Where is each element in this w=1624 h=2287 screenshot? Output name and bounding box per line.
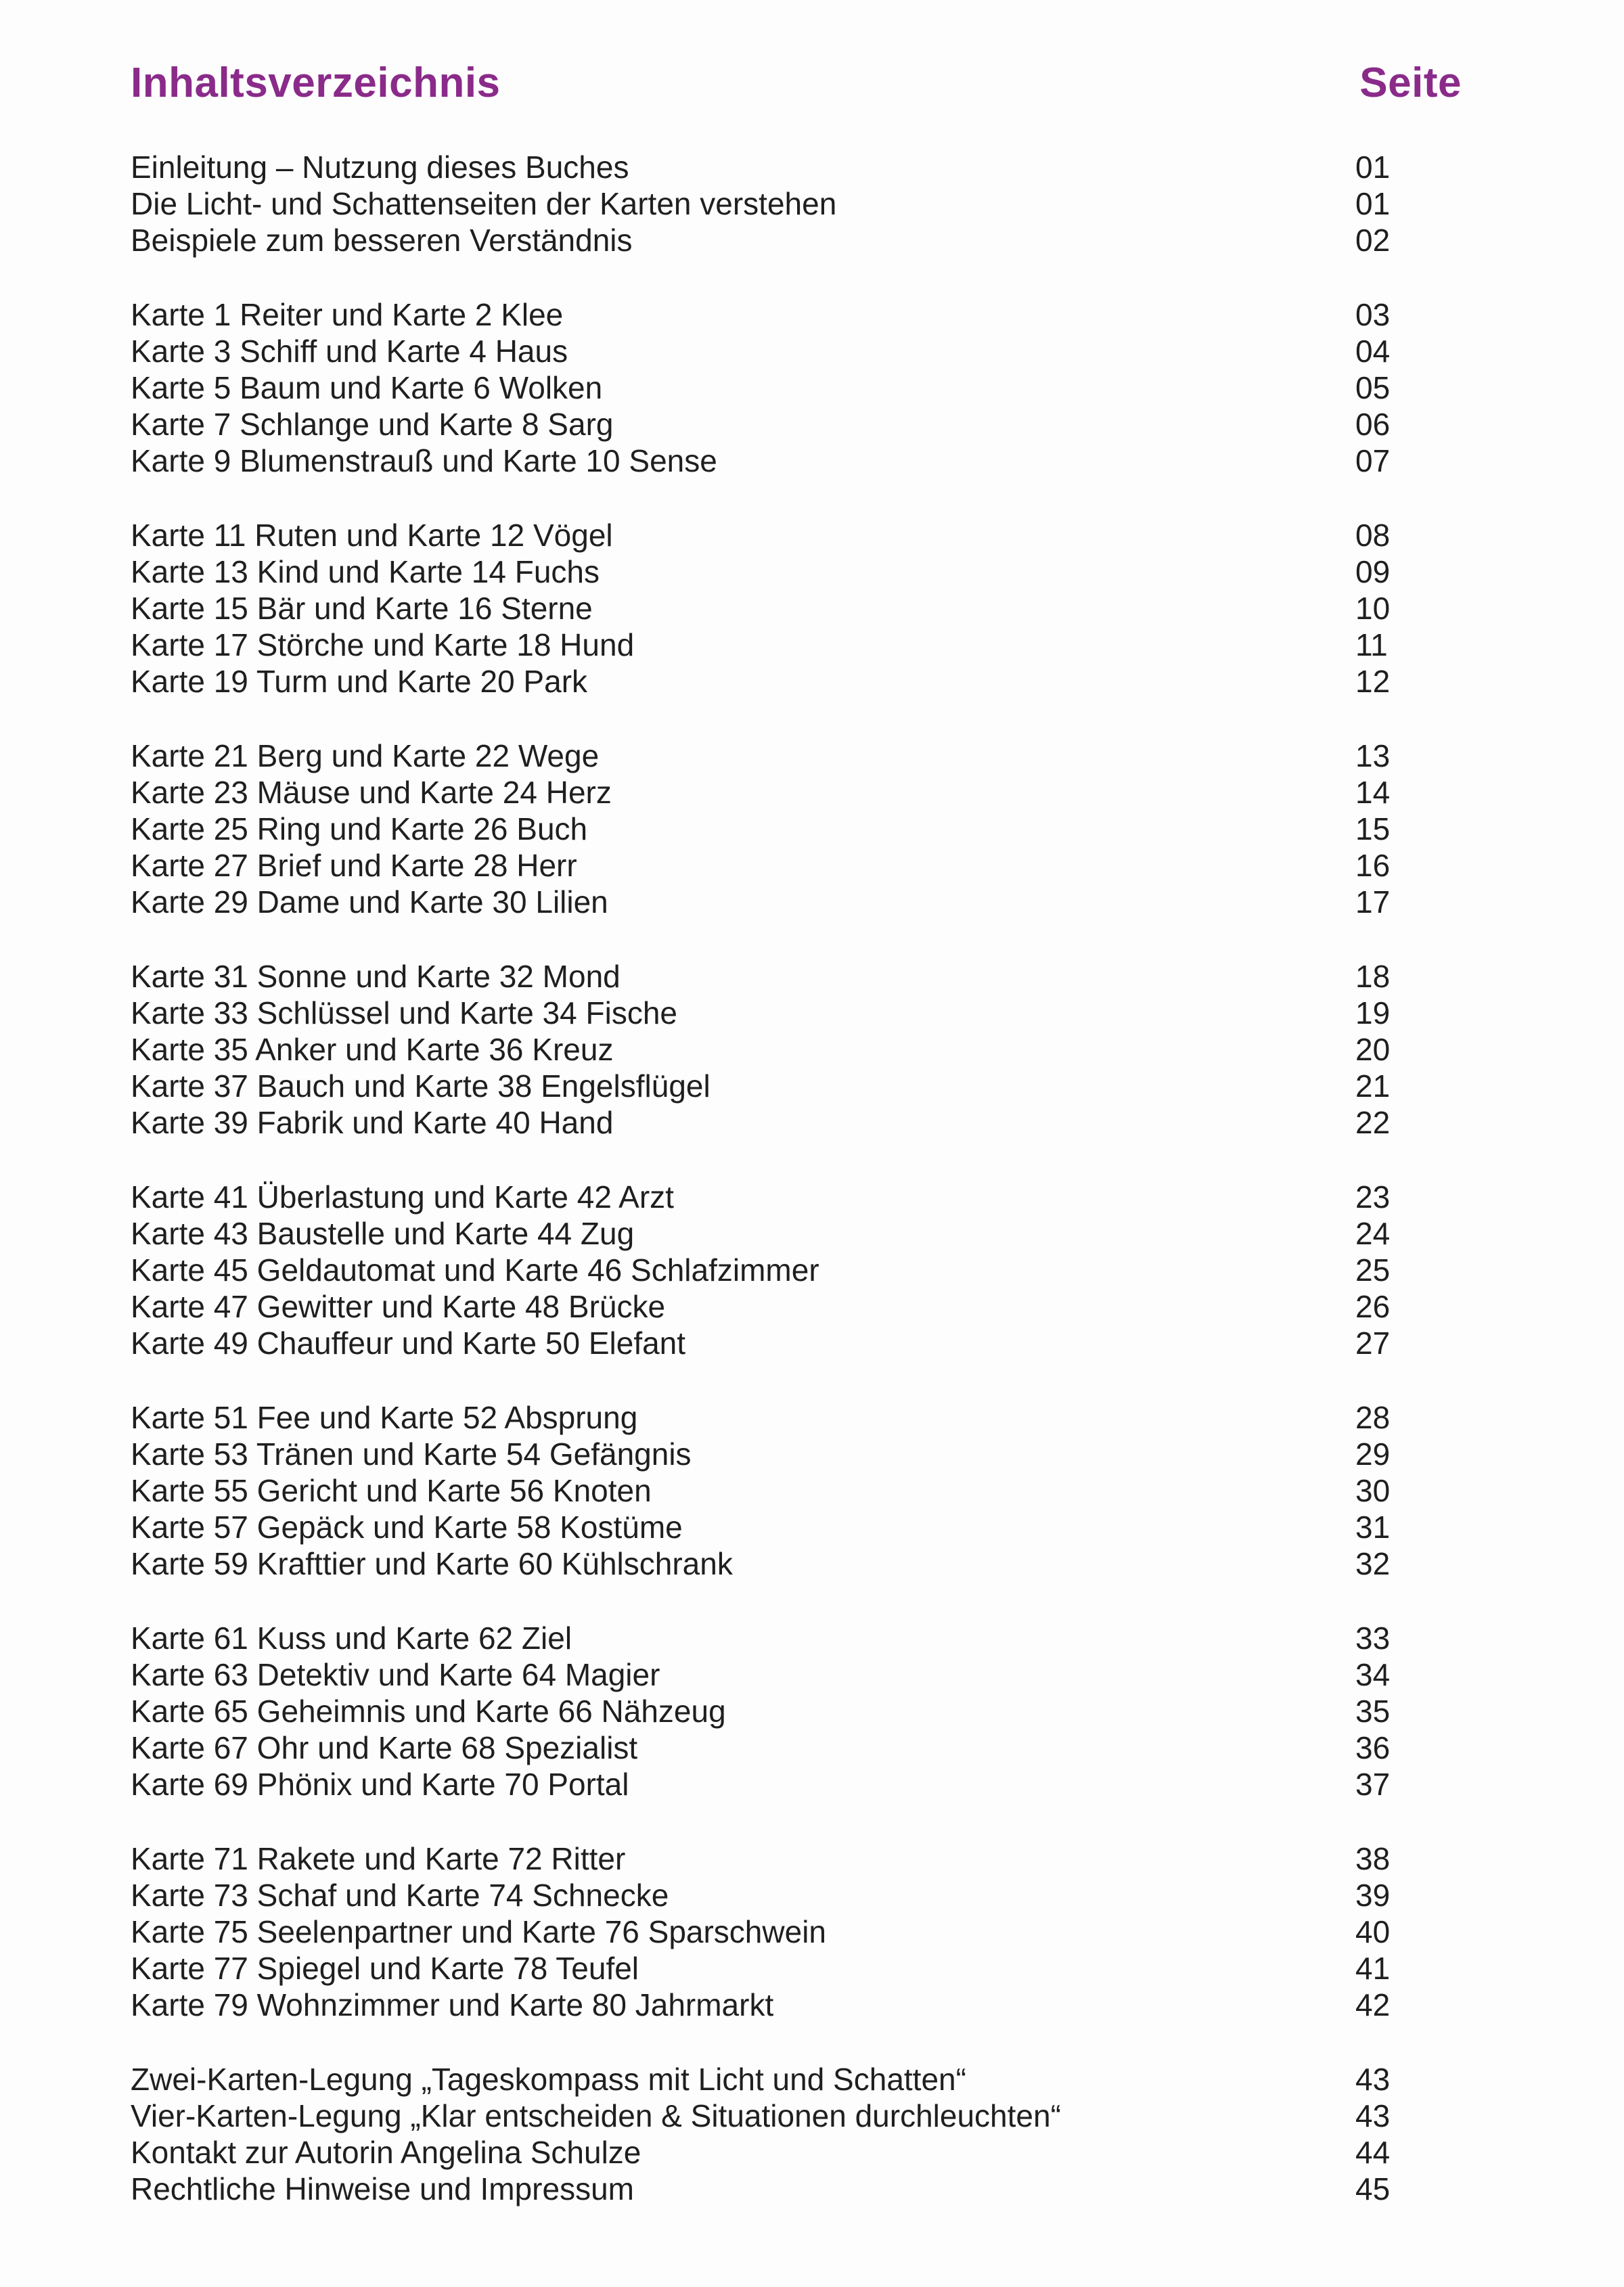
toc-entry-page-number: 03: [1355, 297, 1391, 332]
toc-entry-page-number: 32: [1355, 1546, 1391, 1581]
toc-entry: [131, 1620, 1462, 1656]
toc-entry-label: Beispiele zum besseren Verständnis: [131, 223, 633, 258]
toc-entry-label: Karte 35 Anker und Karte 36 Kreuz: [131, 1032, 614, 1067]
toc-entry-page-number: 15: [1355, 811, 1391, 846]
toc-entry-label: Karte 33 Schlüssel und Karte 34 Fische: [131, 995, 678, 1031]
toc-entry: [131, 1987, 1462, 2023]
toc-entry-page-number: 34: [1355, 1657, 1391, 1692]
toc-entry-page-number: 44: [1355, 2135, 1391, 2170]
toc-entry-label: Karte 65 Geheimnis und Karte 66 Nähzeug: [131, 1694, 726, 1729]
toc-entry-page-number: 19: [1355, 995, 1391, 1031]
toc-entry-label: Karte 31 Sonne und Karte 32 Mond: [131, 959, 621, 994]
toc-entry-label: Karte 17 Störche und Karte 18 Hund: [131, 627, 635, 662]
toc-entry-label: Karte 47 Gewitter und Karte 48 Brücke: [131, 1289, 666, 1324]
toc-entry-label: Karte 15 Bär und Karte 16 Sterne: [131, 591, 593, 626]
toc-group: [131, 738, 1462, 920]
toc-entry-page-number: 39: [1355, 1878, 1391, 1913]
toc-entry-label: Karte 57 Gepäck und Karte 58 Kostüme: [131, 1510, 683, 1545]
toc-entry-page-number: 12: [1355, 664, 1391, 699]
toc-entry-page-number: 04: [1355, 334, 1391, 369]
toc-entry-page-number: 13: [1355, 738, 1391, 773]
toc-entry-label: Karte 41 Überlastung und Karte 42 Arzt: [131, 1179, 674, 1215]
toc-entry: [131, 1729, 1462, 1766]
toc-entry-page-number: 08: [1355, 518, 1391, 553]
toc-entry: [131, 1068, 1462, 1104]
toc-entry: [131, 1840, 1462, 1877]
page-title: Inhaltsverzeichnis: [131, 60, 501, 106]
toc-entry: [131, 884, 1462, 920]
toc-entry-page-number: 06: [1355, 407, 1391, 442]
toc-entry: [131, 811, 1462, 847]
toc-entry-page-number: 35: [1355, 1694, 1391, 1729]
toc-entry-label: Karte 45 Geldautomat und Karte 46 Schlafzimmer: [131, 1252, 819, 1288]
toc-entry-page-number: 36: [1355, 1730, 1391, 1765]
toc-entry-page-number: 07: [1355, 443, 1391, 478]
toc-entry: [131, 627, 1462, 663]
toc-entry: [131, 663, 1462, 700]
toc-entry-page-number: 18: [1355, 959, 1391, 994]
toc-entry-label: Karte 23 Mäuse und Karte 24 Herz: [131, 775, 612, 810]
toc-entry: [131, 517, 1462, 553]
toc-entry-page-number: 43: [1355, 2098, 1391, 2133]
toc-entry-page-number: 20: [1355, 1032, 1391, 1067]
toc-entry-label: Karte 53 Tränen und Karte 54 Gefängnis: [131, 1436, 692, 1472]
toc-entry-page-number: 05: [1355, 370, 1391, 405]
toc-entry-page-number: 29: [1355, 1436, 1391, 1472]
toc-entry: [131, 1656, 1462, 1693]
toc-entry: [131, 222, 1462, 258]
toc-entry-label: Kontakt zur Autorin Angelina Schulze: [131, 2135, 641, 2170]
toc-entry: [131, 369, 1462, 406]
toc-entry-label: Karte 79 Wohnzimmer und Karte 80 Jahrmarkt: [131, 1987, 774, 2022]
toc-entry: [131, 333, 1462, 369]
toc-entry: [131, 1877, 1462, 1914]
toc-entry: [131, 958, 1462, 995]
toc-entry-page-number: 37: [1355, 1767, 1391, 1802]
toc-entry: [131, 1325, 1462, 1361]
toc-entry: [131, 847, 1462, 884]
toc-entry-label: Karte 77 Spiegel und Karte 78 Teufel: [131, 1951, 639, 1986]
toc-group: [131, 1179, 1462, 1361]
toc-entry-label: Karte 55 Gericht und Karte 56 Knoten: [131, 1473, 652, 1508]
toc-entry: [131, 443, 1462, 479]
toc-entry-page-number: 33: [1355, 1621, 1391, 1656]
toc-entry-page-number: 30: [1355, 1473, 1391, 1508]
toc-entry: [131, 1766, 1462, 1803]
toc-entry-label: Karte 71 Rakete und Karte 72 Ritter: [131, 1841, 626, 1876]
toc-entry: [131, 1031, 1462, 1068]
toc-entry-label: Die Licht- und Schattenseiten der Karten verstehen: [131, 186, 837, 221]
toc-entry-page-number: 17: [1355, 884, 1391, 920]
toc-entry-page-number: 41: [1355, 1951, 1391, 1986]
toc-entry: [131, 1215, 1462, 1252]
toc-entry-label: Karte 69 Phönix und Karte 70 Portal: [131, 1767, 629, 1802]
toc-header: [131, 60, 1462, 107]
toc-entry: [131, 1545, 1462, 1582]
toc-entry-label: Karte 1 Reiter und Karte 2 Klee: [131, 297, 564, 332]
toc-entry-label: Einleitung – Nutzung dieses Buches: [131, 150, 629, 185]
toc-entry-page-number: 09: [1355, 554, 1391, 589]
toc-entry-label: Karte 49 Chauffeur und Karte 50 Elefant: [131, 1326, 686, 1361]
toc-entry-label: Karte 25 Ring und Karte 26 Buch: [131, 811, 588, 846]
toc-entry-label: Karte 59 Krafttier und Karte 60 Kühlschrank: [131, 1546, 733, 1581]
toc-entry-label: Karte 43 Baustelle und Karte 44 Zug: [131, 1216, 635, 1251]
toc-group: [131, 296, 1462, 479]
toc-entry-label: Karte 39 Fabrik und Karte 40 Hand: [131, 1105, 614, 1140]
toc-entry: [131, 1509, 1462, 1545]
toc-entry-label: Karte 7 Schlange und Karte 8 Sarg: [131, 407, 614, 442]
toc-entry-page-number: 25: [1355, 1252, 1391, 1288]
toc-entry-page-number: 43: [1355, 2062, 1391, 2097]
toc-entry: [131, 1472, 1462, 1509]
toc-entry-label: Vier-Karten-Legung „Klar entscheiden & Situationen durchleuchten“: [131, 2098, 1061, 2133]
toc-entry-label: Karte 75 Seelenpartner und Karte 76 Sparschwein: [131, 1914, 826, 1949]
toc-entry: [131, 774, 1462, 811]
toc-entry-page-number: 02: [1355, 223, 1391, 258]
toc-entry: [131, 738, 1462, 774]
toc-entry-label: Karte 3 Schiff und Karte 4 Haus: [131, 334, 568, 369]
toc-entry-label: Karte 29 Dame und Karte 30 Lilien: [131, 884, 608, 920]
toc-entry: [131, 2098, 1462, 2134]
toc-group: [131, 1840, 1462, 2023]
toc-entry: [131, 1104, 1462, 1141]
toc-entry-page-number: 38: [1355, 1841, 1391, 1876]
toc-entry-page-number: 23: [1355, 1179, 1391, 1215]
toc-entry-page-number: 22: [1355, 1105, 1391, 1140]
toc-entry: [131, 553, 1462, 590]
toc-group: [131, 1620, 1462, 1803]
toc-group: [131, 958, 1462, 1141]
toc-entry-page-number: 01: [1355, 186, 1391, 221]
toc-entry: [131, 1950, 1462, 1987]
toc-entry-page-number: 40: [1355, 1914, 1391, 1949]
page-column-header: Seite: [1359, 60, 1462, 106]
toc-group: [131, 1399, 1462, 1582]
toc-entry-page-number: 45: [1355, 2171, 1391, 2206]
toc-entry: [131, 185, 1462, 222]
toc-entry: [131, 1288, 1462, 1325]
toc-entry-page-number: 16: [1355, 848, 1391, 883]
toc-group: [131, 149, 1462, 258]
toc-entry-label: Karte 67 Ohr und Karte 68 Spezialist: [131, 1730, 638, 1765]
toc-entry-page-number: 01: [1355, 150, 1391, 185]
toc-entry-page-number: 27: [1355, 1326, 1391, 1361]
toc-entry: [131, 1693, 1462, 1729]
toc-entry-label: Karte 21 Berg und Karte 22 Wege: [131, 738, 600, 773]
toc-entry-label: Karte 11 Ruten und Karte 12 Vögel: [131, 518, 613, 553]
toc-entry-label: Karte 61 Kuss und Karte 62 Ziel: [131, 1621, 572, 1656]
toc-group: [131, 2061, 1462, 2207]
toc-entry-page-number: 10: [1355, 591, 1391, 626]
toc-entry: [131, 1252, 1462, 1288]
toc-entry-label: Karte 13 Kind und Karte 14 Fuchs: [131, 554, 600, 589]
toc-entry-page-number: 26: [1355, 1289, 1391, 1324]
toc-entry-label: Rechtliche Hinweise und Impressum: [131, 2171, 634, 2206]
toc-entry-page-number: 14: [1355, 775, 1391, 810]
toc-entry: [131, 296, 1462, 333]
toc-entry: [131, 406, 1462, 443]
toc-entry-page-number: 31: [1355, 1510, 1391, 1545]
toc-entry: [131, 2171, 1462, 2207]
toc-list: [131, 149, 1462, 2207]
toc-entry: [131, 1179, 1462, 1215]
toc-entry-page-number: 42: [1355, 1987, 1391, 2022]
toc-entry-label: Zwei-Karten-Legung „Tageskompass mit Licht und Schatten“: [131, 2062, 966, 2097]
toc-group: [131, 517, 1462, 700]
toc-entry: [131, 2134, 1462, 2171]
toc-entry-label: Karte 19 Turm und Karte 20 Park: [131, 664, 588, 699]
toc-entry-label: Karte 5 Baum und Karte 6 Wolken: [131, 370, 603, 405]
toc-entry-label: Karte 27 Brief und Karte 28 Herr: [131, 848, 577, 883]
toc-entry-label: Karte 9 Blumenstrauß und Karte 10 Sense: [131, 443, 717, 478]
toc-entry-label: Karte 37 Bauch und Karte 38 Engelsflügel: [131, 1068, 710, 1104]
toc-entry-label: Karte 51 Fee und Karte 52 Absprung: [131, 1400, 638, 1435]
toc-entry: [131, 2061, 1462, 2098]
toc-entry-page-number: 28: [1355, 1400, 1391, 1435]
toc-entry: [131, 1914, 1462, 1950]
toc-content: [131, 60, 1462, 2207]
toc-entry-page-number: 24: [1355, 1216, 1391, 1251]
toc-entry: [131, 149, 1462, 185]
toc-entry: [131, 1436, 1462, 1472]
toc-entry-page-number: 21: [1355, 1068, 1391, 1104]
toc-entry-label: Karte 63 Detektiv und Karte 64 Magier: [131, 1657, 660, 1692]
toc-entry-page-number: 11: [1355, 627, 1388, 662]
toc-entry: [131, 590, 1462, 627]
toc-entry-label: Karte 73 Schaf und Karte 74 Schnecke: [131, 1878, 669, 1913]
toc-entry: [131, 995, 1462, 1031]
toc-entry: [131, 1399, 1462, 1436]
